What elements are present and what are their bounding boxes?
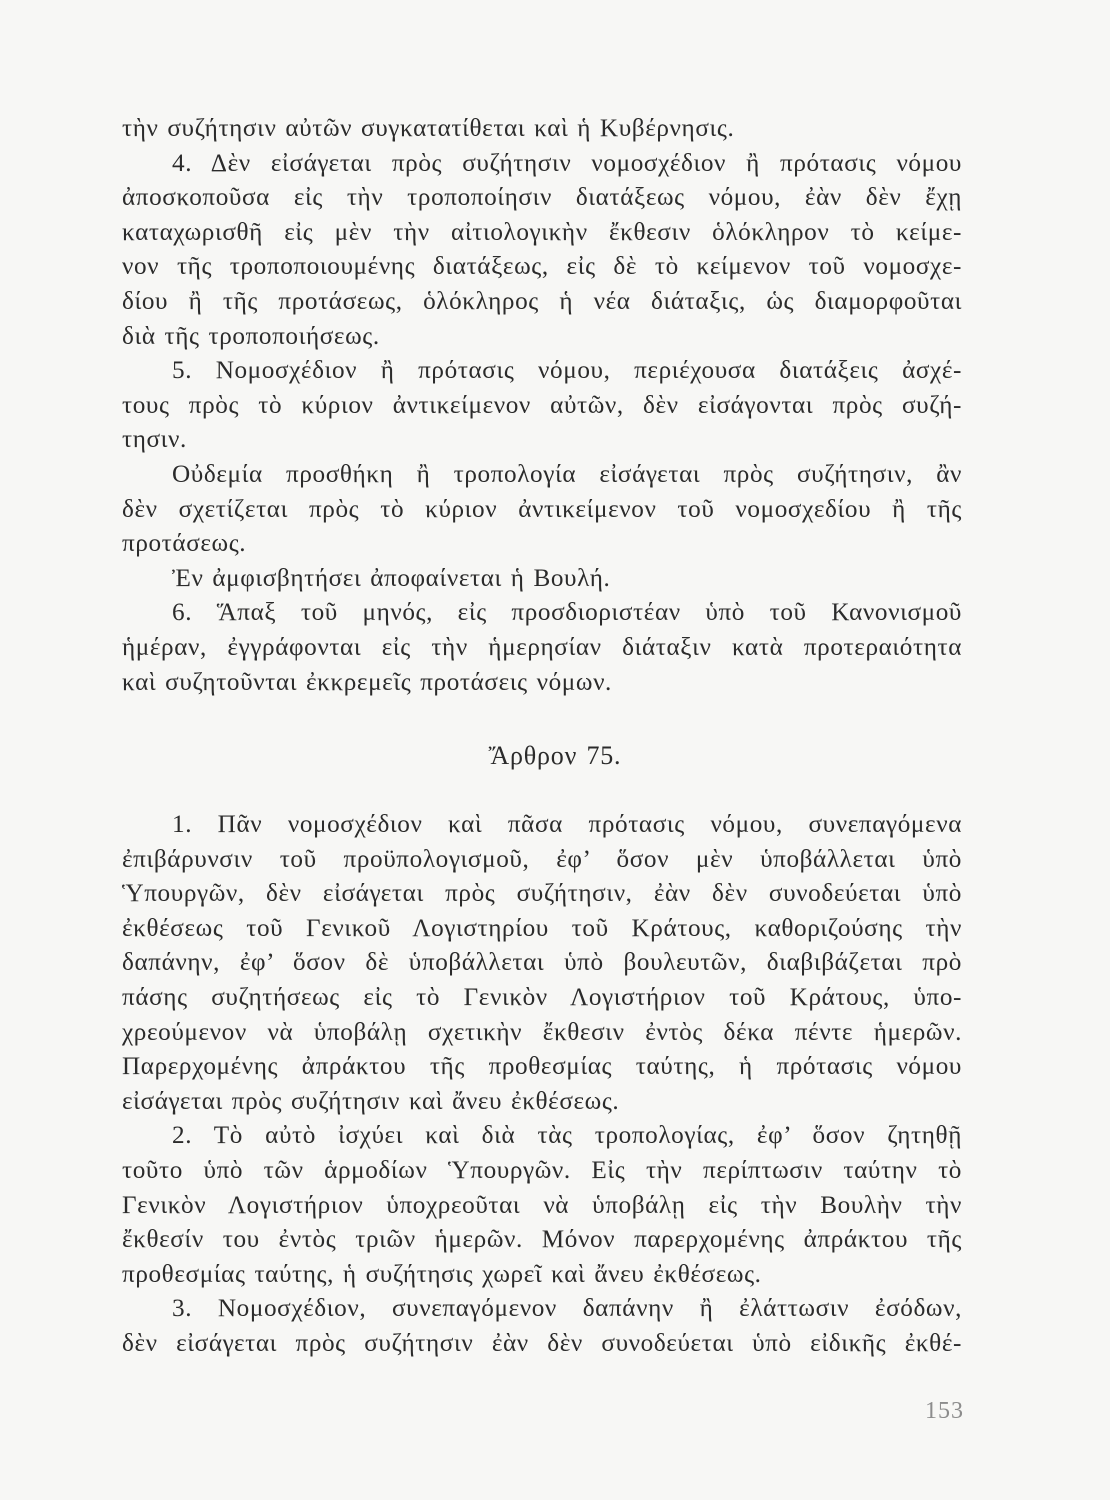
lower-text-block	[122, 808, 962, 1362]
upper-text-block	[122, 112, 962, 700]
text-line: ἐπιβάρυνσιν τοῦ προϋπολογισμοῦ, ἐφ’ ὅσον μὲν ὑποβάλλεται ὑπὸ	[122, 845, 962, 873]
text-line: 2. Τὸ αὐτὸ ἰσχύει καὶ διὰ τὰς τροπολογίας, ἐφ’ ὅσον ζητηθῇ	[172, 1122, 962, 1150]
text-line: 6. Ἅπαξ τοῦ μηνός, εἰς προσδιοριστέαν ὑπὸ τοῦ Κανονισμοῦ	[172, 599, 962, 627]
text-line: χρεούμενον νὰ ὑποβάλῃ σχετικὴν ἔκθεσιν ἐντὸς δέκα πέντε ἡμερῶν.	[122, 1018, 962, 1046]
text-line: ἀποσκοποῦσα εἰς τὴν τροποποίησιν διατάξεως νόμου, ἐὰν δὲν ἔχῃ	[122, 184, 962, 212]
text-line: 3. Νομοσχέδιον, συνεπαγόμενον δαπάνην ἢ ἐλάττωσιν ἐσόδων,	[172, 1295, 962, 1323]
text-line: Γενικὸν Λογιστήριον ὑποχρεοῦται νὰ ὑποβάλῃ εἰς τὴν Βουλὴν τὴν	[122, 1191, 962, 1219]
text-line: 4. Δὲν εἰσάγεται πρὸς συζήτησιν νομοσχέδιον ἢ πρότασις νόμου	[172, 149, 962, 177]
text-line: δὲν εἰσάγεται πρὸς συζήτησιν ἐὰν δὲν συνοδεύεται ὑπὸ εἰδικῆς ἐκθέ-	[122, 1329, 962, 1357]
text-line: τους πρὸς τὸ κύριον ἀντικείμενον αὐτῶν, δὲν εἰσάγονται πρὸς συζή-	[122, 391, 962, 419]
text-line: ἐκθέσεως τοῦ Γενικοῦ Λογιστηρίου τοῦ Κράτους, καθοριζούσης τὴν	[122, 914, 962, 942]
article-heading: Ἄρθρον 75.	[488, 741, 622, 770]
text-line: δίου ἢ τῆς προτάσεως, ὁλόκληρος ἡ νέα διάταξις, ὡς διαμορφοῦται	[122, 287, 962, 315]
page-number: 153	[925, 1398, 964, 1424]
text-line: Ὑπουργῶν, δὲν εἰσάγεται πρὸς συζήτησιν, ἐὰν δὲν συνοδεύεται ὑπὸ	[122, 880, 962, 908]
text-line: νον τῆς τροποποιουμένης διατάξεως, εἰς δὲ τὸ κείμενον τοῦ νομοσχε-	[122, 253, 962, 281]
text-line: δὲν σχετίζεται πρὸς τὸ κύριον ἀντικείμενον τοῦ νομοσχεδίου ἢ τῆς	[122, 495, 962, 523]
text-line: εἰσάγεται πρὸς συζήτησιν καὶ ἄνευ ἐκθέσεως.	[122, 1087, 620, 1115]
text-line: προθεσμίας ταύτης, ἡ συζήτησις χωρεῖ καὶ ἄνευ ἐκθέσεως.	[122, 1260, 762, 1288]
text-line: δαπάνην, ἐφ’ ὅσον δὲ ὑποβάλλεται ὑπὸ βουλευτῶν, διαβιβάζεται πρὸ	[122, 949, 962, 977]
text-line: τοῦτο ὑπὸ τῶν ἁρμοδίων Ὑπουργῶν. Εἰς τὴν περίπτωσιν ταύτην τὸ	[122, 1156, 962, 1184]
text-line: 1. Πᾶν νομοσχέδιον καὶ πᾶσα πρότασις νόμου, συνεπαγόμενα	[172, 811, 962, 838]
text-line: ἡμέραν, ἐγγράφονται εἰς τὴν ἡμερησίαν διάταξιν κατὰ προτεραιότητα	[122, 633, 962, 661]
text-line: ἔκθεσίν του ἐντὸς τριῶν ἡμερῶν. Μόνον παρερχομένης ἀπράκτου τῆς	[122, 1226, 962, 1254]
text-line: Ἐν ἀμφισβητήσει ἀποφαίνεται ἡ Βουλή.	[172, 564, 611, 592]
text-line: καταχωρισθῆ εἰς μὲν τὴν αἰτιολογικὴν ἔκθεσιν ὁλόκληρον τὸ κείμε-	[122, 218, 962, 246]
text-line: προτάσεως.	[122, 530, 247, 558]
text-line: τησιν.	[122, 426, 187, 454]
text-line: τὴν συζήτησιν αὐτῶν συγκατατίθεται καὶ ἡ Κυβέρνησις.	[122, 115, 735, 142]
text-line: Παρερχομένης ἀπράκτου τῆς προθεσμίας ταύτης, ἡ πρότασις νόμου	[122, 1053, 962, 1081]
text-line: καὶ συζητοῦνται ἐκκρεμεῖς προτάσεις νόμων.	[122, 668, 612, 696]
text-line: διὰ τῆς τροποποιήσεως.	[122, 322, 380, 350]
text-line: Οὐδεμία προσθήκη ἢ τροπολογία εἰσάγεται πρὸς συζήτησιν, ἂν	[172, 460, 962, 488]
text-line: πάσης συζητήσεως εἰς τὸ Γενικὸν Λογιστήριον τοῦ Κράτους, ὑπο-	[122, 983, 962, 1011]
text-line: 5. Νομοσχέδιον ἢ πρότασις νόμου, περιέχουσα διατάξεις ἀσχέ-	[172, 357, 962, 385]
